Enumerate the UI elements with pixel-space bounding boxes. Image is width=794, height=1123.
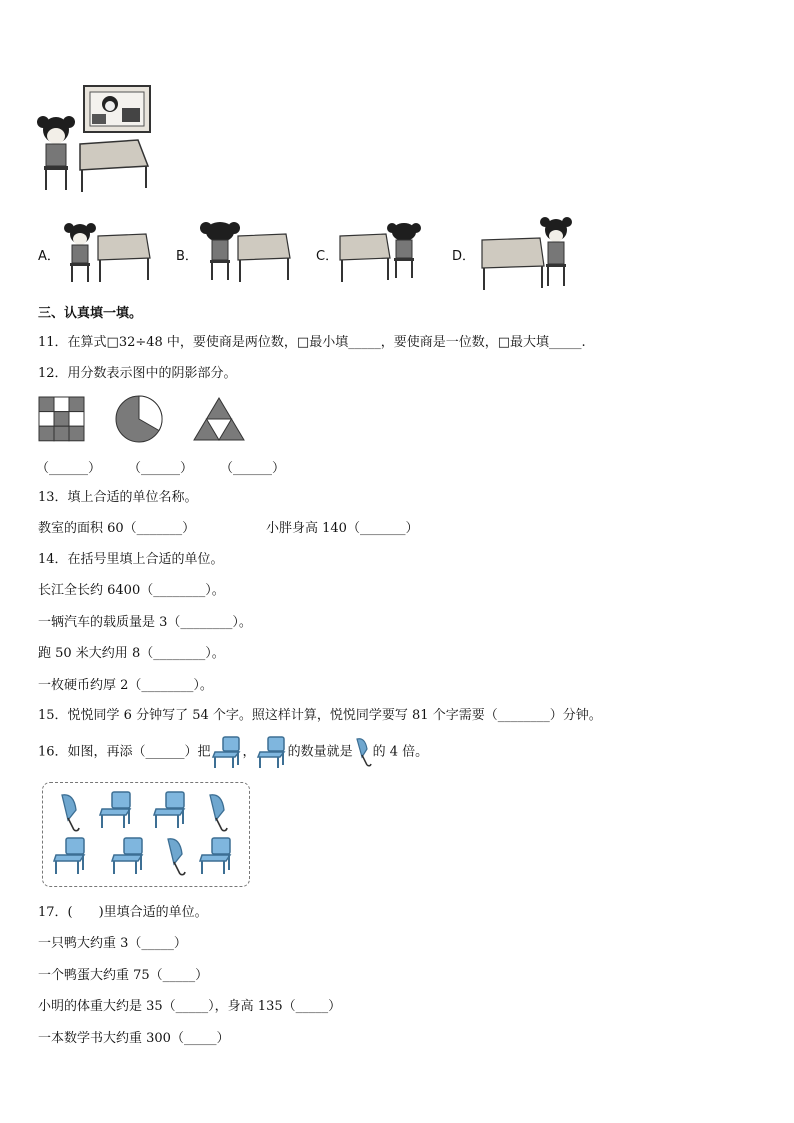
- question-14-line-1: 长江全长约 6400（________）。: [38, 583, 225, 598]
- option-d-figure[interactable]: [478, 216, 578, 292]
- umbrella-icon: [204, 792, 230, 834]
- question-16: [38, 735, 428, 770]
- shaded-grid-figure: [38, 396, 86, 442]
- question-17-line-1: 一只鸭大约重 3（_____）: [38, 936, 187, 951]
- umbrella-icon: [56, 792, 82, 834]
- umbrella-icon: [162, 836, 188, 878]
- question-11: 11．在算式□32÷48 中，要使商是两位数，□最小填_____，要使商是一位数，□最大填_____.: [38, 335, 586, 350]
- question-17-line-3: 小明的体重大约是 35（_____），身高 135（_____）: [38, 999, 342, 1014]
- question-14-line-3: 跑 50 米大约用 8（________）。: [38, 646, 225, 661]
- option-c-figure[interactable]: [338, 220, 426, 286]
- question-14-line-4: 一枚硬币约厚 2（________）。: [38, 678, 213, 693]
- chair-icon: [198, 836, 234, 876]
- shaded-triangle-figure: [192, 396, 246, 442]
- question-15: 15．悦悦同学 6 分钟写了 54 个字。照这样计算，悦悦同学要写 81 个字需要（________）分钟。: [38, 708, 602, 723]
- chair-icon: [152, 790, 188, 830]
- umbrella-icon: [353, 735, 373, 769]
- option-b-label: B．: [176, 249, 198, 264]
- option-b-figure[interactable]: [200, 220, 292, 286]
- question-12: 12．用分数表示图中的阴影部分。: [38, 366, 237, 381]
- question-16-part-1: 16．如图，再添（______）把: [38, 744, 211, 760]
- q12-answer-blank-1[interactable]: （______）: [36, 461, 102, 476]
- option-a-figure[interactable]: [64, 222, 152, 288]
- shaded-circle-figure: [114, 394, 164, 444]
- question-13-part-b: 小胖身高 140（_______）: [266, 521, 419, 536]
- question-13-part-a: 教室的面积 60（_______）: [38, 521, 196, 536]
- question-16-part-2: ，: [242, 744, 256, 760]
- question-17-line-4: 一本数学书大约重 300（_____）: [38, 1031, 230, 1046]
- option-c-label: C．: [316, 249, 339, 264]
- chair-icon: [52, 836, 88, 876]
- question-16-part-4: 的 4 倍。: [372, 744, 429, 760]
- question-16-part-3: 的数量就是: [287, 744, 353, 760]
- option-d-label: D．: [452, 249, 476, 264]
- question-13: 13．填上合适的单位名称。: [38, 490, 198, 505]
- question-17-line-2: 一个鸭蛋大约重 75（_____）: [38, 968, 209, 983]
- chair-icon: [211, 735, 243, 769]
- chair-icon: [110, 836, 146, 876]
- question-14: 14．在括号里填上合适的单位。: [38, 552, 224, 567]
- q12-answer-blank-2[interactable]: （______）: [128, 461, 194, 476]
- q12-answer-blank-3[interactable]: （______）: [220, 461, 286, 476]
- section-three-title: 三、认真填一填。: [38, 306, 143, 321]
- chair-icon: [256, 735, 288, 769]
- chair-icon: [98, 790, 134, 830]
- question-14-line-2: 一辆汽车的载质量是 3（________）。: [38, 615, 252, 630]
- reference-scene-figure: [36, 84, 156, 196]
- option-a-label: A．: [38, 249, 60, 264]
- question-17: 17．( )里填合适的单位。: [38, 905, 208, 920]
